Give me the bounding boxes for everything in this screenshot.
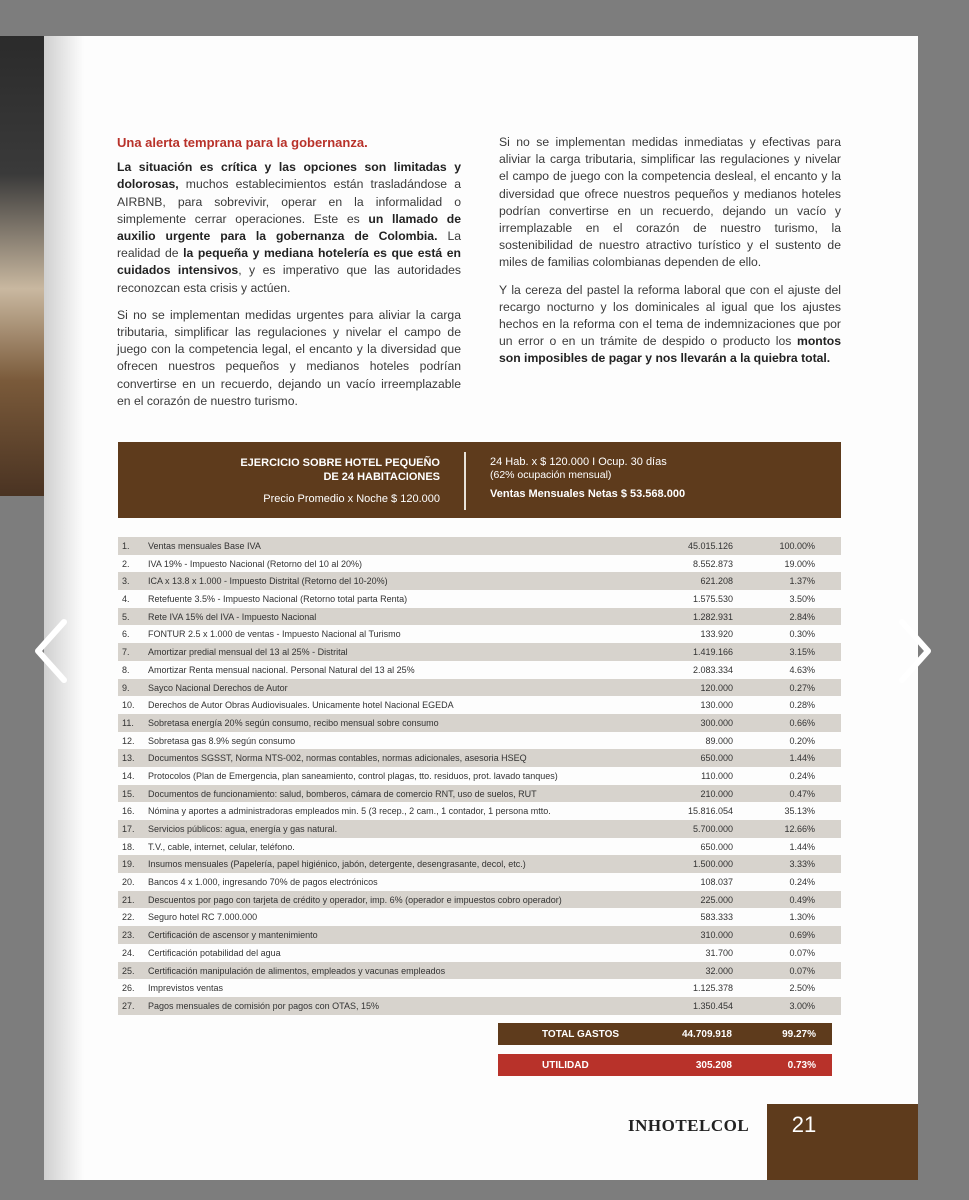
row-description: Servicios públicos: agua, energía y gas natural. [148,824,338,834]
row-percent: 0.20% [789,735,815,746]
row-percent: 0.47% [789,788,815,799]
row-number: 23. [122,930,135,941]
row-percent: 1.44% [789,753,815,764]
row-percent: 3.00% [789,1000,815,1011]
row-amount: 108.037 [700,877,733,888]
row-number: 18. [122,841,135,852]
row-number: 16. [122,806,135,817]
row-number: 12. [122,735,135,746]
row-number: 26. [122,983,135,994]
row-amount: 32.000 [705,965,733,976]
next-page-arrow-icon[interactable] [896,616,936,686]
table-row [118,767,841,785]
row-amount: 110.000 [701,770,733,781]
banner-sales: Ventas Mensuales Netas $ 53.568.000 [490,488,686,500]
row-number: 5. [122,611,130,622]
row-amount: 45.015.126 [687,541,733,551]
row-amount: 1.282.931 [692,611,733,622]
row-percent: 1.37% [789,576,815,587]
table-row [118,891,841,909]
table-row [118,944,841,962]
row-percent: 0.07% [789,965,815,976]
right-paragraph-2: Y la cereza del pastel la reforma laboral que con el ajuste del recargo nocturno y los dominicales al igual que los ajustes hechos en la reforma con el tema de indemnizaciones que por un error o en un trámite de despido o producto los montos son imposibles de pagar y nos llevarán a la quiebra total. [499,282,841,366]
table-row [118,555,841,573]
row-percent: 0.69% [789,930,815,941]
row-amount: 1.575.530 [692,594,733,605]
table-row [118,661,841,679]
table-row [118,590,841,608]
row-description: Sobretasa energía 20% según consumo, recibo mensual sobre consumo [148,717,439,728]
row-description: Pagos mensuales de comisión por pagos con OTAS, 15% [148,1000,379,1011]
row-percent: 12.66% [784,824,815,834]
row-percent: 0.27% [789,682,815,693]
row-amount: 120.000 [700,682,733,693]
banner-divider [464,452,466,510]
row-description: IVA 19% - Impuesto Nacional (Retorno del 10 al 20%) [148,558,362,569]
table-row [118,749,841,767]
right-paragraph-1: Si no se implementan medidas inmediatas y efectivas para aliviar la carga tributaria, simplificar las regulaciones y nivelar el campo de juego con la competencia desleal, el encanto y la diversidad que ofrece nuestros pequeños y medianos hoteles podrían convertirse en un recuerdo, dejando un vacío y irremplazable en el corazón de nuestro turismo, la sostenibilidad de nuestro atractivo turístico y el sustento de miles de familias colombianas dependen de ello. [499,135,841,270]
expenses-table [118,537,841,1015]
row-amount: 5.700.000 [692,824,733,834]
row-number: 20. [122,877,135,888]
row-description: Insumos mensuales (Papelería, papel higiénico, jabón, detergente, desengrasante, decol, etc.) [148,859,526,870]
row-percent: 0.49% [789,894,815,905]
row-percent: 0.07% [789,947,815,958]
row-percent: 0.24% [789,770,815,781]
table-row [118,838,841,856]
table-row [118,855,841,873]
row-description: Rete IVA 15% del IVA - Impuesto Nacional [148,611,317,622]
banner-title-line2: DE 24 HABITACIONES [323,471,440,483]
row-percent: 35.13% [784,806,815,817]
row-description: Amortizar predial mensual del 13 al 25% - Distrital [148,647,348,658]
row-description: Sobretasa gas 8.9% según consumo [148,735,296,746]
row-number: 1. [122,541,130,551]
banner-right [490,456,685,501]
row-percent: 0.30% [789,629,815,640]
row-percent: 3.15% [789,647,815,658]
row-description: Derechos de Autor Obras Audiovisuales. Unicamente hotel Nacional EGEDA [148,700,454,711]
total-gastos-bar [498,1023,832,1045]
banner-title-line1: EJERCICIO SOBRE HOTEL PEQUEÑO [240,457,440,469]
row-amount: 300.000 [700,717,733,728]
row-description: Nómina y aportes a administradoras empleados min. 5 (3 recep., 2 cam., 1 contador, 1 persona mtto. [148,806,551,817]
row-description: Amortizar Renta mensual nacional. Personal Natural del 13 al 25% [148,664,415,675]
row-percent: 3.33% [789,859,815,870]
table-row [118,820,841,838]
page-number-box [767,1104,918,1180]
row-description: Sayco Nacional Derechos de Autor [148,682,288,693]
exercise-banner [118,442,841,518]
row-description: Seguro hotel RC 7.000.000 [148,912,258,923]
table-row [118,908,841,926]
row-description: Retefuente 3.5% - Impuesto Nacional (Retorno total parta Renta) [148,594,408,605]
table-row [118,537,841,555]
page-gutter-shadow [44,36,84,1180]
row-percent: 0.66% [789,717,815,728]
table-row [118,802,841,820]
row-number: 3. [122,576,130,587]
row-number: 10. [122,700,135,711]
page-number: 21 [791,1112,817,1137]
row-amount: 583.333 [700,912,733,923]
total-gastos-label: TOTAL GASTOS [542,1029,620,1040]
table-row [118,962,841,980]
row-number: 27. [122,1000,135,1011]
banner-left [118,456,440,506]
banner-rooms: 24 Hab. x $ 120.000 I Ocup. 30 días [490,456,667,468]
table-row [118,696,841,714]
left-paragraph-2: Si no se implementan medidas urgentes para aliviar la carga tributaria, simplificar las regulaciones y nivelar el campo de juego con la competencia legal, el encanto y la diversidad que ofrecen nuestros pequeños y medianos hoteles podrían convertirse en un recuerdo, dejando un vacío irreemplazable en el corazón de nuestro turismo. [117,307,461,408]
row-number: 22. [122,912,135,923]
row-number: 8. [122,664,130,675]
row-amount: 130.000 [700,700,733,711]
row-amount: 15.816.054 [687,806,733,817]
row-amount: 310.000 [700,930,733,941]
footer-brand: INHOTELCOL [628,1116,750,1135]
row-description: Imprevistos ventas [148,983,224,994]
row-percent: 3.50% [789,594,815,605]
row-percent: 1.30% [789,912,815,923]
row-number: 9. [122,682,130,693]
row-description: ICA x 13.8 x 1.000 - Impuesto Distrital (Retorno del 10-20%) [148,576,388,587]
table-row [118,926,841,944]
table-row [118,785,841,803]
utilidad-label: UTILIDAD [542,1060,589,1071]
row-description: Documentos de funcionamiento: salud, bomberos, cámara de comercio RNT, uso de suelos, RUT [148,788,537,799]
table-row [118,608,841,626]
table-row [118,572,841,590]
left-paragraph-1: La situación es crítica y las opciones son limitadas y dolorosas, muchos establecimientos están trasladándose a AIRBNB, para sobrevivir, operar en la informalidad o simplemente cerrar operaciones. Este es un llamado de auxilio urgente para la gobernanza de Colombia. La realidad de la pequeña y mediana hotelería es que está en cuidados intensivos, y es imperativo que las autoridades reconozcan esta crisis y actúen. [117,160,461,295]
row-percent: 1.44% [789,841,815,852]
total-gastos-percent: 99.27% [782,1029,816,1040]
table-row [118,643,841,661]
banner-occupancy: (62% ocupación mensual) [490,469,612,481]
row-number: 13. [122,753,135,764]
row-percent: 2.50% [789,983,815,994]
row-description: Documentos SGSST, Norma NTS-002, normas contables, normas adicionales, asesoria HSEQ [148,753,527,764]
row-description: Ventas mensuales Base IVA [148,541,261,551]
row-amount: 225.000 [700,894,733,905]
row-percent: 4.63% [789,664,815,675]
row-description: T.V., cable, internet, celular, teléfono. [148,841,295,852]
banner-price: Precio Promedio x Noche $ 120.000 [263,493,440,505]
row-number: 11. [122,717,134,728]
right-text-column [499,134,841,378]
row-percent: 0.28% [789,700,815,711]
row-amount: 1.350.454 [692,1000,733,1011]
utilidad-amount: 305.208 [695,1060,732,1071]
table-row [118,714,841,732]
row-number: 7. [122,647,130,658]
row-amount: 1.419.166 [692,647,733,658]
left-text-column [117,134,461,420]
row-description: Certificación manipulación de alimentos, empleados y vacunas empleados [148,965,446,976]
row-number: 25. [122,965,135,976]
row-number: 15. [122,788,135,799]
row-amount: 1.125.378 [692,983,733,994]
row-description: Descuentos por pago con tarjeta de crédito y operador, imp. 6% (operador e impuestos cobro operador) [148,894,562,905]
table-row [118,625,841,643]
row-number: 17. [122,824,135,834]
table-row [118,979,841,997]
row-amount: 650.000 [700,753,733,764]
row-description: FONTUR 2.5 x 1.000 de ventas - Impuesto Nacional al Turismo [148,629,401,640]
table-row [118,997,841,1015]
section-heading: Una alerta temprana para la gobernanza. [117,135,368,150]
row-amount: 621.208 [700,576,733,587]
table-row [118,873,841,891]
row-amount: 2.083.334 [692,664,733,675]
row-description: Certificación de ascensor y mantenimiento [148,930,318,941]
previous-page-arrow-icon[interactable] [30,616,70,686]
utilidad-percent: 0.73% [787,1060,816,1071]
row-amount: 31.700 [705,947,733,958]
row-amount: 8.552.873 [692,558,733,569]
total-gastos-amount: 44.709.918 [681,1029,732,1040]
row-percent: 19.00% [784,558,815,569]
row-number: 2. [122,558,130,569]
row-number: 24. [122,947,135,958]
row-amount: 210.000 [700,788,733,799]
row-description: Bancos 4 x 1.000, ingresando 70% de pagos electrónicos [148,877,378,888]
row-number: 21. [122,894,135,905]
row-percent: 2.84% [789,611,815,622]
utilidad-bar [498,1054,832,1076]
table-row [118,732,841,750]
row-percent: 100.00% [779,541,815,551]
row-number: 14. [122,770,135,781]
row-number: 19. [122,859,135,870]
row-amount: 89.000 [705,735,733,746]
row-amount: 133.920 [700,629,733,640]
row-percent: 0.24% [789,877,815,888]
row-number: 4. [122,594,130,605]
row-description: Protocolos (Plan de Emergencia, plan saneamiento, control plagas, tto. residuos, prot. lavado tanques) [148,770,558,781]
row-amount: 650.000 [700,841,733,852]
row-description: Certificación potabilidad del agua [148,947,281,958]
row-number: 6. [122,629,130,640]
table-row [118,679,841,697]
row-amount: 1.500.000 [692,859,733,870]
